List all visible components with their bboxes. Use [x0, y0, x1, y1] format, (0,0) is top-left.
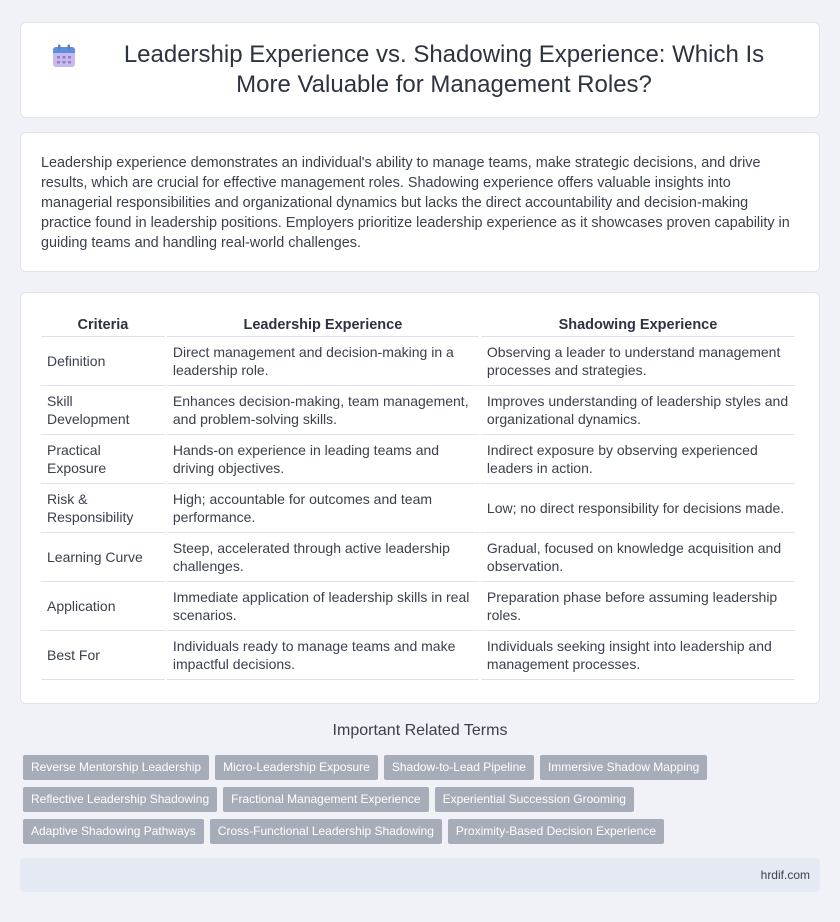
comparison-table: [39, 315, 797, 680]
criteria-cell: Practical Exposure: [41, 435, 165, 484]
header-criteria: Criteria: [41, 315, 165, 337]
leadership-cell: High; accountable for outcomes and team performance.: [167, 484, 479, 533]
table-row: [41, 435, 795, 484]
related-term-tag[interactable]: Reverse Mentorship Leadership: [23, 755, 209, 780]
footer: [20, 858, 820, 892]
criteria-cell: Best For: [41, 631, 165, 680]
page-title: Leadership Experience vs. Shadowing Experience: Which Is More Valuable for Management Roles?: [123, 41, 765, 98]
table-row: [41, 337, 795, 386]
related-term-tag[interactable]: Immersive Shadow Mapping: [540, 755, 707, 780]
header-shadowing: Shadowing Experience: [481, 315, 795, 337]
related-term-tag[interactable]: Adaptive Shadowing Pathways: [23, 819, 204, 844]
related-term-tag[interactable]: Cross-Functional Leadership Shadowing: [210, 819, 442, 844]
shadowing-cell: Improves understanding of leadership styles and organizational dynamics.: [481, 386, 795, 435]
shadowing-cell: Indirect exposure by observing experienced leaders in action.: [481, 435, 795, 484]
related-terms-title: Important Related Terms: [332, 722, 508, 739]
related-term-tag[interactable]: Experiential Succession Grooming: [435, 787, 634, 812]
intro-paragraph: Leadership experience demonstrates an individual's ability to manage teams, make strategic decisions, and drive results, which are crucial for effective management roles. Shadowing experience offers valuable insights into managerial responsibilities and organizational dynamics but lacks the direct accountability and decision-making practice found in leadership positions. Employers prioritize leadership experience as it showcases proven capability in guiding teams and handling real-world challenges.: [41, 155, 790, 251]
calendar-icon: [51, 43, 77, 69]
shadowing-cell: Individuals seeking insight into leadership and management processes.: [481, 631, 795, 680]
related-term-tag[interactable]: Fractional Management Experience: [223, 787, 428, 812]
leadership-cell: Steep, accelerated through active leadership challenges.: [167, 533, 479, 582]
leadership-cell: Hands-on experience in leading teams and driving objectives.: [167, 435, 479, 484]
related-terms-list: [23, 755, 823, 851]
leadership-cell: Individuals ready to manage teams and make impactful decisions.: [167, 631, 479, 680]
shadowing-cell: Observing a leader to understand management processes and strategies.: [481, 337, 795, 386]
table-header-row: [41, 315, 795, 337]
leadership-cell: Enhances decision-making, team management, and problem-solving skills.: [167, 386, 479, 435]
related-term-tag[interactable]: Proximity-Based Decision Experience: [448, 819, 664, 844]
table-row: [41, 582, 795, 631]
shadowing-cell: Gradual, focused on knowledge acquisition and observation.: [481, 533, 795, 582]
header-card: [20, 22, 820, 118]
footer-site-link[interactable]: hrdif.com: [760, 868, 810, 882]
comparison-table-card: [20, 292, 820, 704]
table-row: [41, 533, 795, 582]
leadership-cell: Direct management and decision-making in a leadership role.: [167, 337, 479, 386]
criteria-cell: Learning Curve: [41, 533, 165, 582]
shadowing-cell: Preparation phase before assuming leadership roles.: [481, 582, 795, 631]
criteria-cell: Risk & Responsibility: [41, 484, 165, 533]
related-term-tag[interactable]: Reflective Leadership Shadowing: [23, 787, 217, 812]
header-leadership: Leadership Experience: [167, 315, 479, 337]
table-row: [41, 386, 795, 435]
related-term-tag[interactable]: Micro-Leadership Exposure: [215, 755, 378, 780]
table-row: [41, 484, 795, 533]
related-term-tag[interactable]: Shadow-to-Lead Pipeline: [384, 755, 534, 780]
leadership-cell: Immediate application of leadership skills in real scenarios.: [167, 582, 479, 631]
intro-card: [20, 132, 820, 272]
criteria-cell: Skill Development: [41, 386, 165, 435]
table-row: [41, 631, 795, 680]
criteria-cell: Definition: [41, 337, 165, 386]
criteria-cell: Application: [41, 582, 165, 631]
shadowing-cell: Low; no direct responsibility for decisions made.: [481, 484, 795, 533]
